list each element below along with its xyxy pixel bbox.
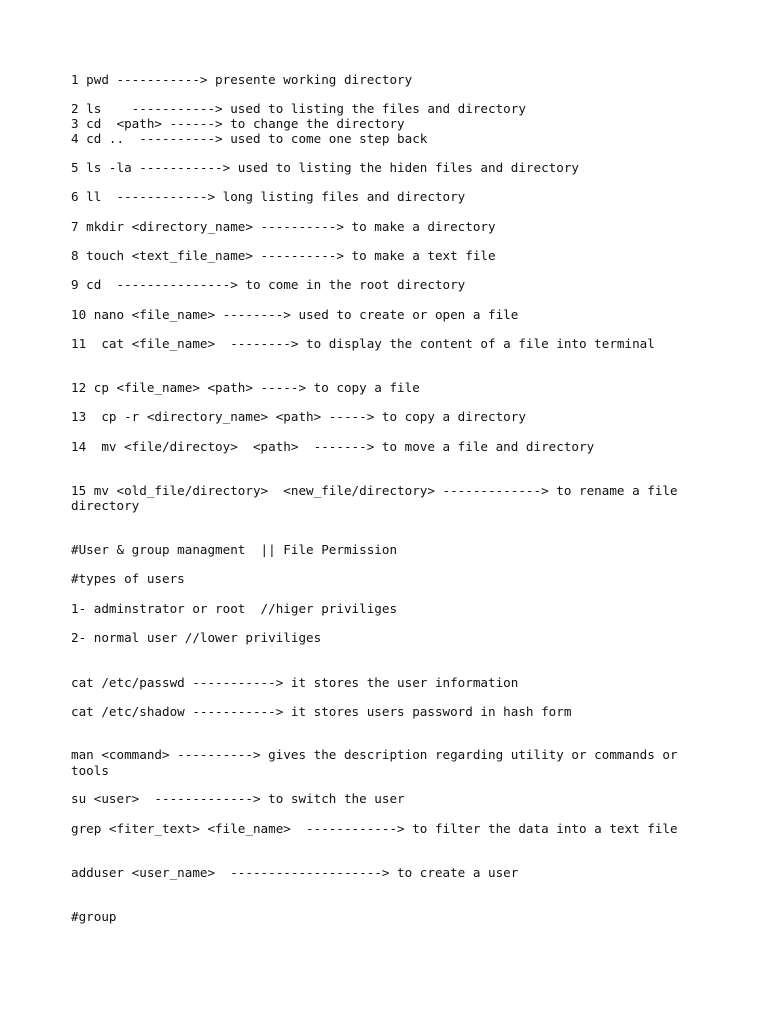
section-heading-types-of-users: #types of users <box>71 571 185 586</box>
text-line-mv-rename: 15 mv <old_file/directory> <new_file/directory> -------------> to rename a file <box>71 483 678 498</box>
text-line-normal-user: 2- normal user //lower priviliges <box>71 630 322 645</box>
text-line-adduser: adduser <user_name> --------------------> to create a user <box>71 865 519 880</box>
text-line-admin-root: 1- adminstrator or root //higer priviliges <box>71 601 398 616</box>
text-line-mv-rename-wrap: directory <box>71 498 140 513</box>
text-line-cd-path: 3 cd <path> ------> to change the directory <box>71 116 405 131</box>
text-line-mv-move: 14 mv <file/directoy> <path> -------> to move a file and directory <box>71 439 595 454</box>
text-line-su: su <user> -------------> to switch the user <box>71 791 405 806</box>
text-line-pwd: 1 pwd -----------> presente working directory <box>71 72 413 87</box>
text-line-cd-root: 9 cd ---------------> to come in the root directory <box>71 277 466 292</box>
text-line-etc-passwd: cat /etc/passwd -----------> it stores the user information <box>71 675 519 690</box>
text-line-cp-r: 13 cp -r <directory_name> <path> -----> to copy a directory <box>71 409 526 424</box>
text-line-ll: 6 ll ------------> long listing files and directory <box>71 189 466 204</box>
text-line-etc-shadow: cat /etc/shadow -----------> it stores users password in hash form <box>71 704 572 719</box>
text-line-cp: 12 cp <file_name> <path> -----> to copy a file <box>71 380 420 395</box>
text-line-cat: 11 cat <file_name> --------> to display the content of a file into terminal <box>71 336 655 351</box>
text-line-mkdir: 7 mkdir <directory_name> ----------> to make a directory <box>71 219 496 234</box>
text-line-nano: 10 nano <file_name> --------> used to create or open a file <box>71 307 519 322</box>
section-heading-user-group: #User & group managment || File Permission <box>71 542 398 557</box>
text-line-man: man <command> ----------> gives the description regarding utility or commands or <box>71 747 678 762</box>
text-line-grep: grep <fiter_text> <file_name> ------------> to filter the data into a text file <box>71 821 678 836</box>
text-line-touch: 8 touch <text_file_name> ----------> to make a text file <box>71 248 496 263</box>
section-heading-group: #group <box>71 909 117 924</box>
text-line-man-wrap: tools <box>71 763 109 778</box>
text-line-ls: 2 ls -----------> used to listing the files and directory <box>71 101 526 116</box>
text-line-ls-la: 5 ls -la -----------> used to listing the hiden files and directory <box>71 160 579 175</box>
text-line-cd-back: 4 cd .. ----------> used to come one step back <box>71 131 428 146</box>
